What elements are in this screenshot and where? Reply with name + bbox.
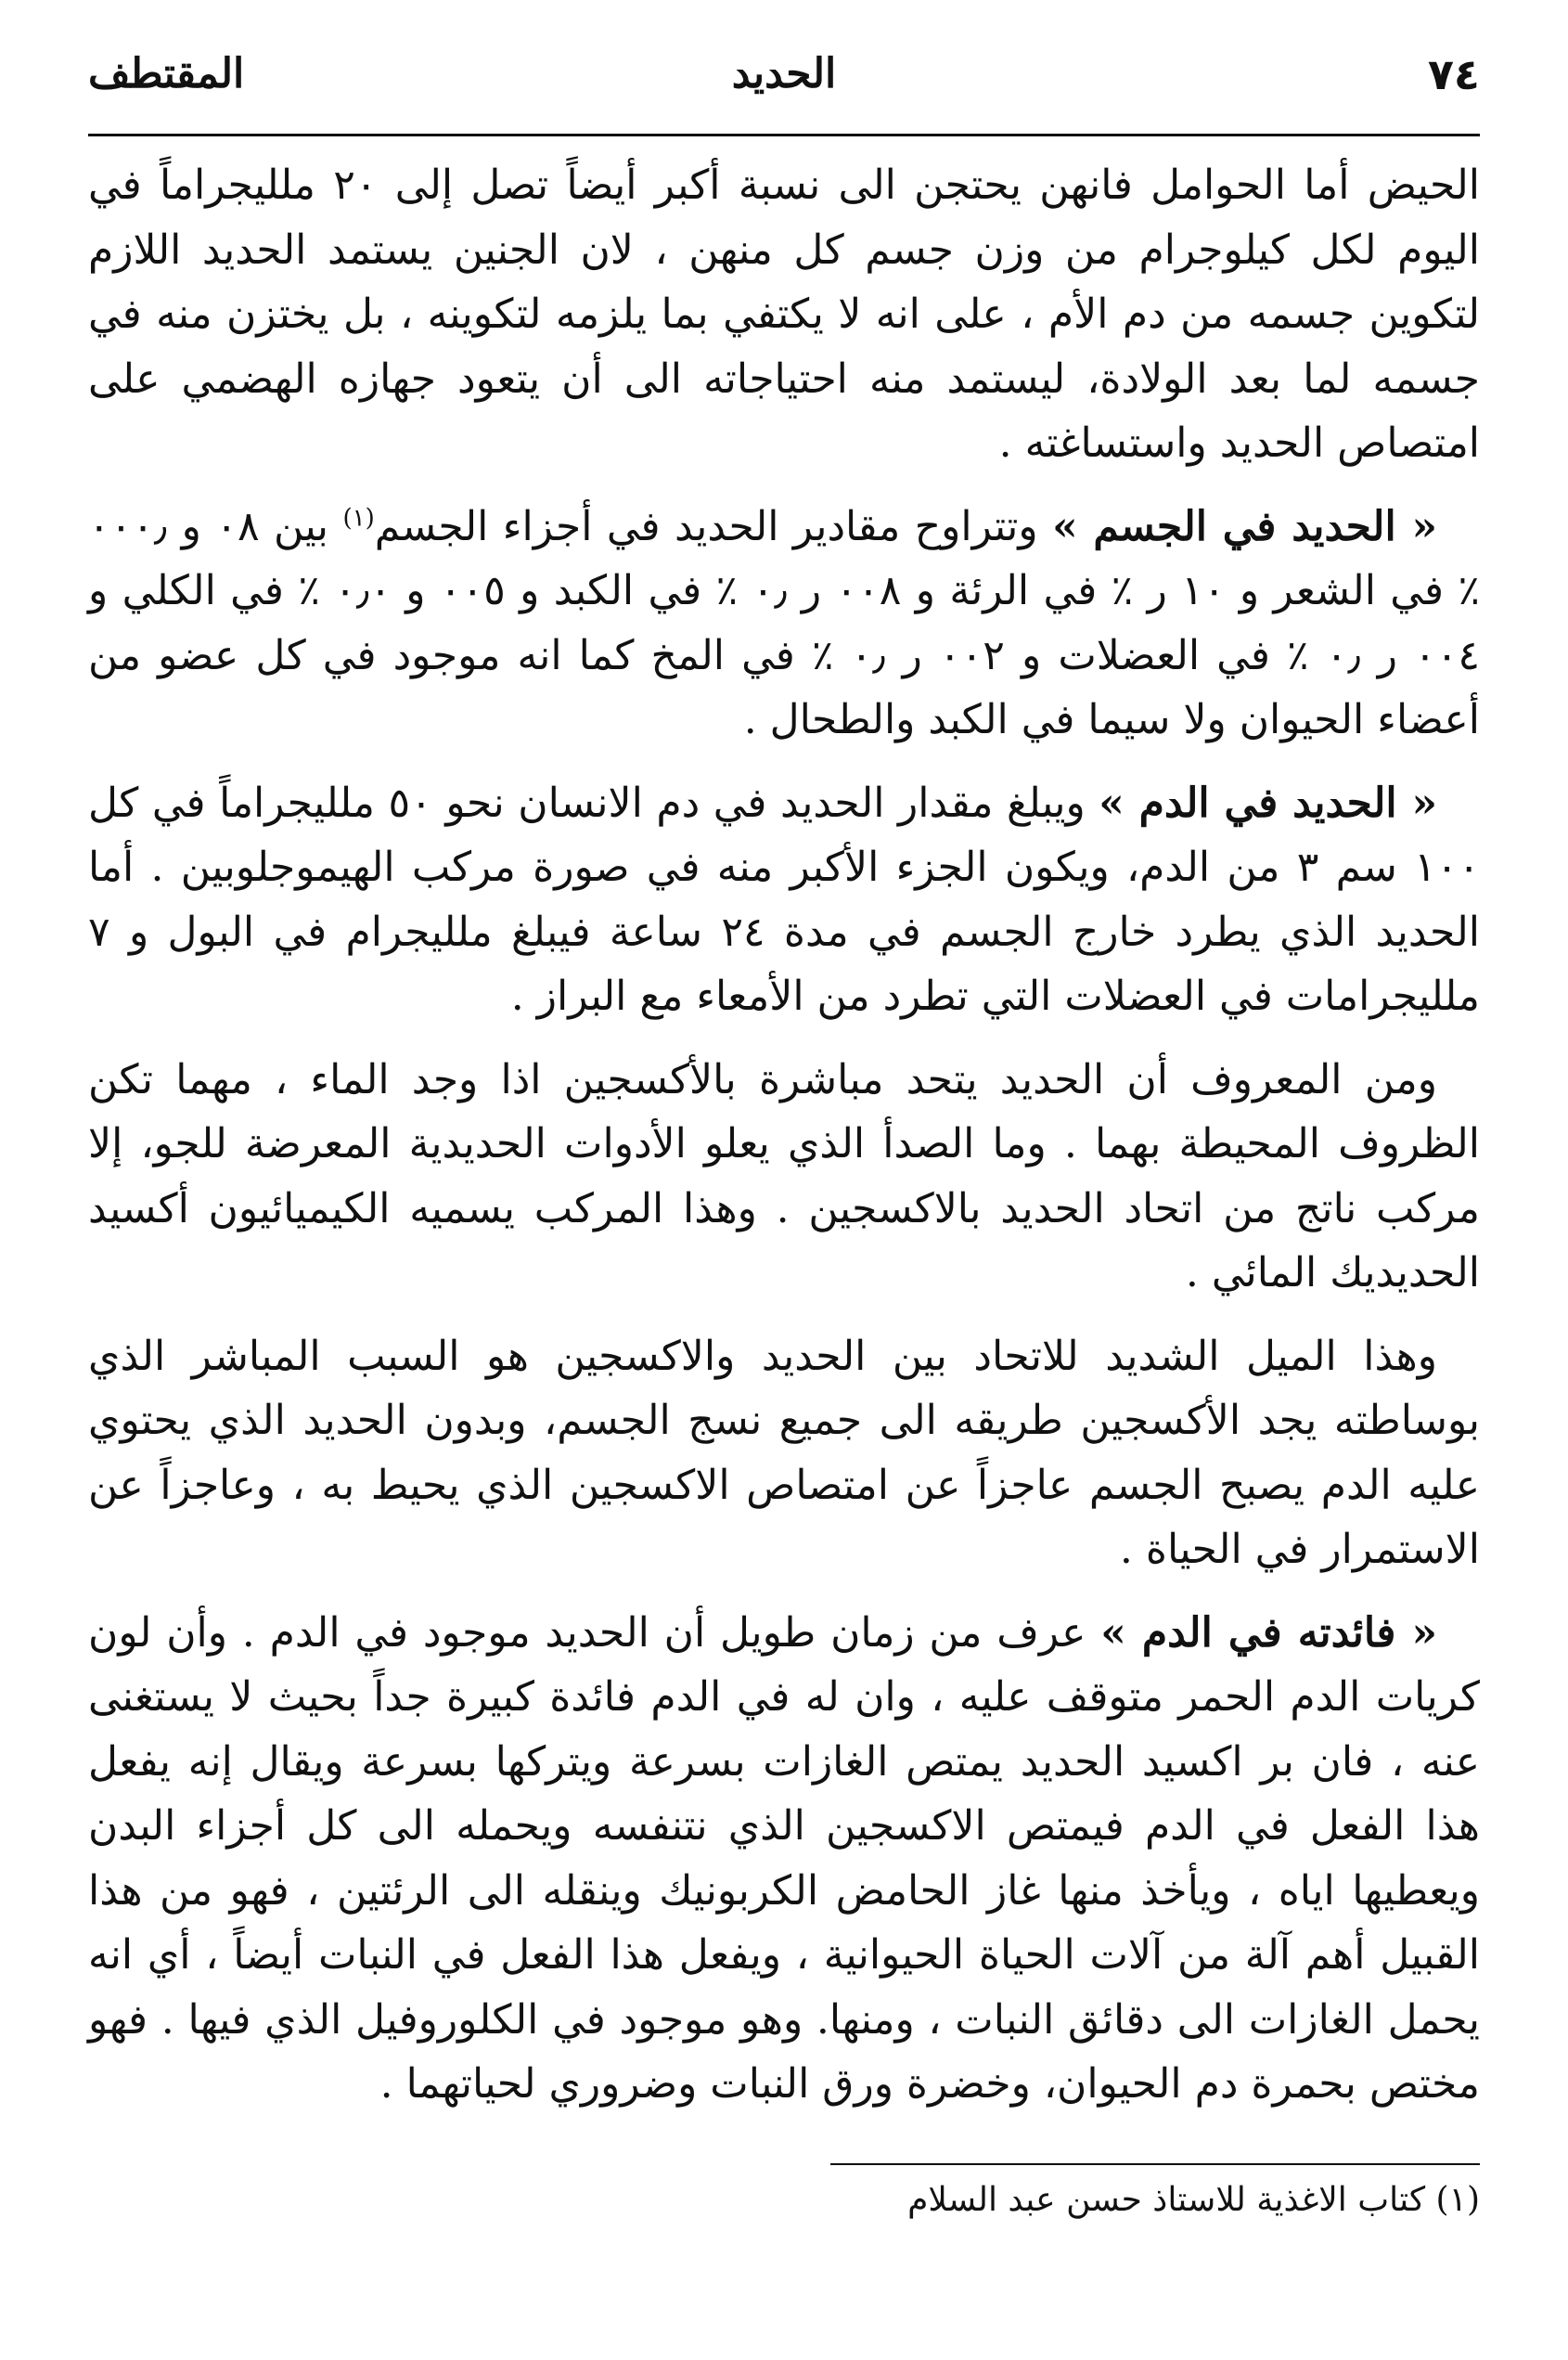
paragraph-4 <box>88 1048 1480 1306</box>
paragraph-text: وهذا الميل الشديد للاتحاد بين الحديد والاكسجين هو السبب المباشر الذي بوساطته يجد الأكسجين طريقه الى جميع نسج الجسم، وبدون الحديد الذي يحتوي عليه الدم يصبح الجسم عاجزاً عن امتصاص الاكسجين الذي يحيط به ، وعاجزاً عن الاستمرار في الحياة . <box>88 1332 1480 1573</box>
paragraph-2 <box>88 495 1480 753</box>
paragraph-rubric: « الحديد في الجسم » <box>1052 502 1437 550</box>
paragraph-text: ويبلغ مقدار الحديد في دم الانسان نحو ٥٠ ملليجراماً في كل ١٠٠ سم ٣ من الدم، ويكون الجزء الأكبر منه في صورة مركب الهيموجلوبين . أما الحديد الذي يطرد خارج الجسم في مدة ٢٤ ساعة فيبلغ ملليجرام في البول و ٧ ملليجرامات في العضلات التي تطرد من الأمعاء مع البراز . <box>88 779 1480 1020</box>
section-title: الحديد <box>731 50 837 97</box>
paragraph-6 <box>88 1601 1480 2117</box>
paragraph-rubric: « الحديد في الدم » <box>1099 779 1437 827</box>
page-number: ٧٤ <box>1427 49 1480 99</box>
paragraph-text-continued: بين ٠٨ و ٠٠٠٫ ٪ في الشعر و ١٠ ر ٪ في الرئة و ٠٠٨ ر ٠٫ ٪ في الكبد و ٠٠٥ و ٠٫٠ ٪ في الكلي و ٠٠٤ ر ٠٫ ٪ في العضلات و ٠٠٢ ر ٠٫ ٪ في المخ كما انه موجود في كل عضو من أعضاء الحيوان ولا سيما في الكبد والطحال . <box>88 502 1481 743</box>
paragraph-text: ومن المعروف أن الحديد يتحد مباشرة بالأكسجين اذا وجد الماء ، مهما تكن الظروف المحيطة بهما . وما الصدأ الذي يعلو الأدوات الحديدية المعرضة للجو، إلا مركب ناتج من اتحاد الحديد بالاكسجين . وهذا المركب يسميه الكيميائيون أكسيد الحديديك المائي . <box>88 1055 1480 1296</box>
page-header <box>88 37 1480 111</box>
footnote-reference: (١) <box>342 503 375 532</box>
paragraph-text: عرف من زمان طويل أن الحديد موجود في الدم . وأن لون كريات الدم الحمر متوقف عليه ، وان له في الدم فائدة كبيرة جداً بحيث لا يستغنى عنه ، فان بر اكسيد الحديد يمتص الغازات بسرعة ويتركها بسرعة ويقال إنه يفعل هذا الفعل في الدم فيمتص الاكسجين الذي نتنفسه ويحمله الى كل أجزاء البدن ويعطيها اياه ، ويأخذ منها غاز الحامض الكربونيك وينقله الى الرئتين ، فهو من هذا القبيل أهم آلة من آلات الحياة الحيوانية ، ويفعل هذا الفعل في النبات أيضاً ، أي انه يحمل الغازات الى دقائق النبات ، ومنها. وهو موجود في الكلوروفيل الذي فيها . فهو مختص بحمرة دم الحيوان، وخضرة ورق النبات وضروري لحياتهما . <box>88 1608 1480 2108</box>
paragraph-3 <box>88 771 1480 1029</box>
footnote-rule <box>830 2163 1480 2165</box>
paragraph-text: الحيض أما الحوامل فانهن يحتجن الى نسبة أكبر أيضاً تصل إلى ٢٠ ملليجراماً في اليوم لكل كيلوجرام من وزن جسم كل منهن ، لان الجنين يستمد الحديد اللازم لتكوين جسمه من دم الأم ، على انه لا يكتفي بما يلزمه لتكوينه ، بل يختزن منه في جسمه لما بعد الولادة، ليستمد منه احتياجاته الى أن يتعود جهازه الهضمي على امتصاص الحديد واستساغته . <box>88 161 1480 467</box>
paragraph-5 <box>88 1324 1480 1582</box>
paragraph-1 <box>88 153 1480 476</box>
footnote: (١) كتاب الاغذية للاستاذ حسن عبد السلام <box>907 2180 1480 2219</box>
journal-name: المقتطف <box>88 50 245 97</box>
paragraph-rubric: « فائدته في الدم » <box>1100 1608 1437 1657</box>
document-page <box>88 37 1480 2320</box>
header-rule <box>88 134 1480 136</box>
paragraph-text: وتتراوح مقادير الحديد في أجزاء الجسم <box>374 502 1038 550</box>
article-body <box>88 153 1480 2117</box>
